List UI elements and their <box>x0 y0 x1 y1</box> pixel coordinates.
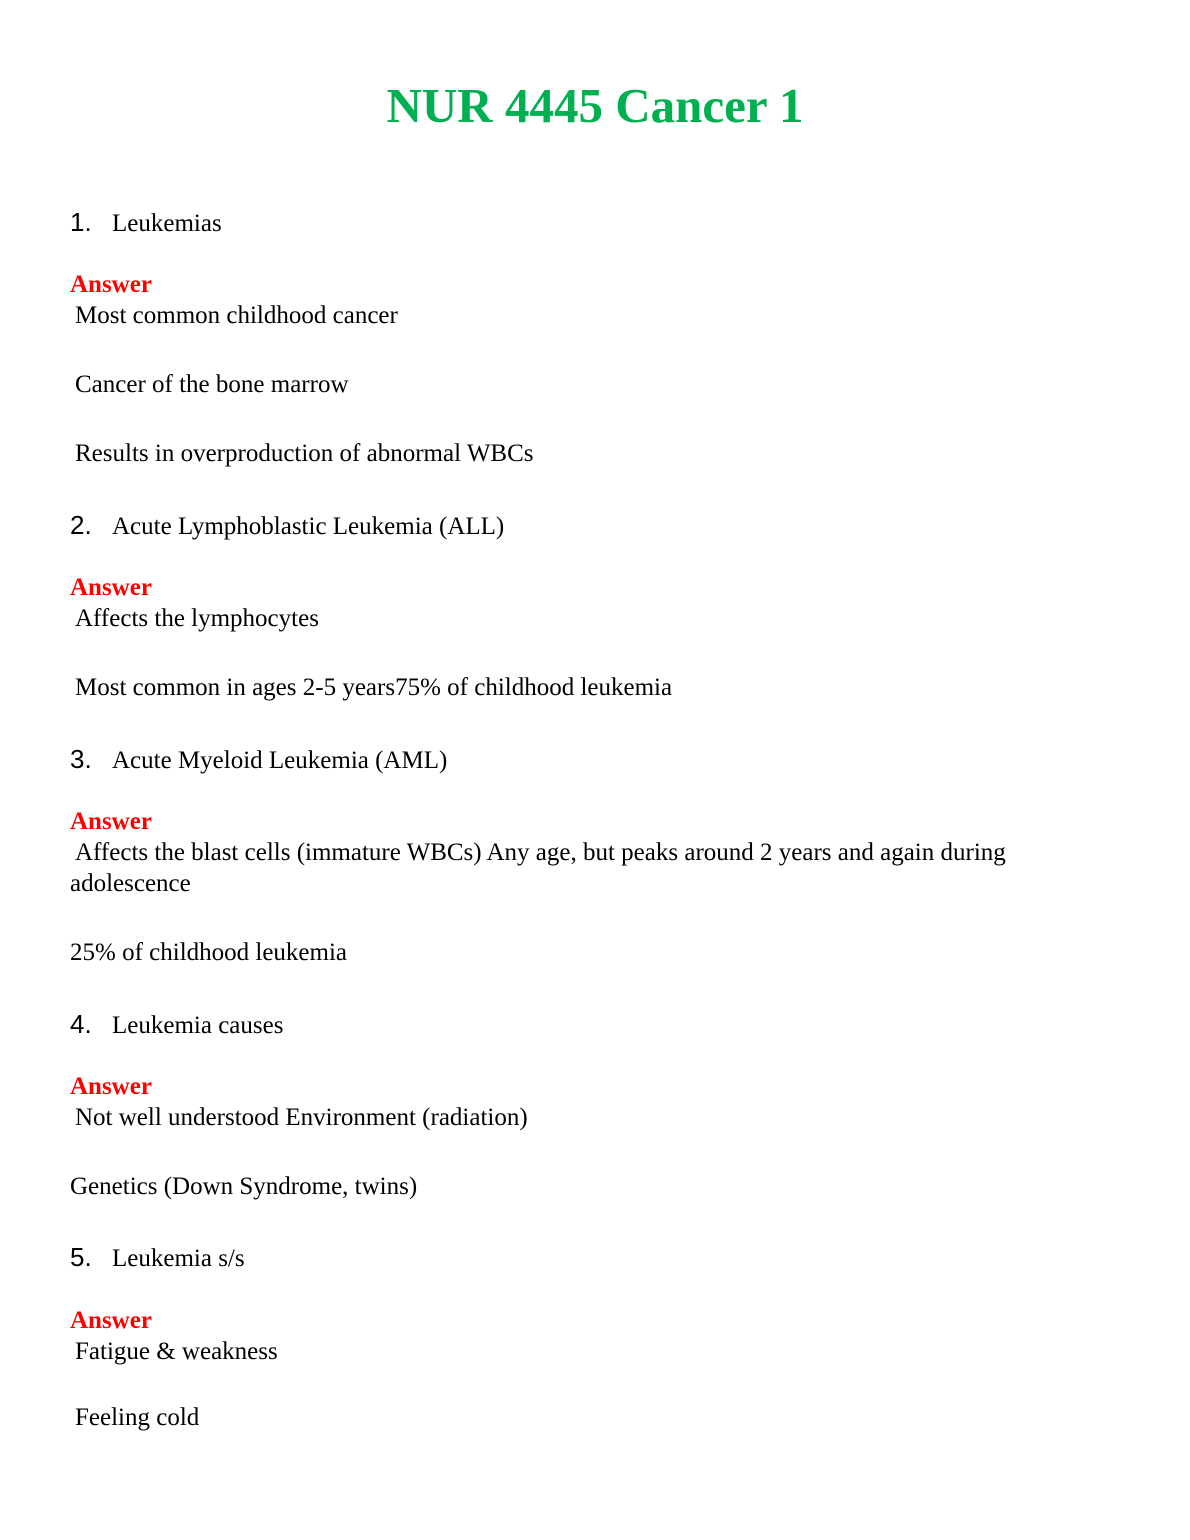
question-number: 3. <box>70 744 92 774</box>
question-2 <box>70 509 504 541</box>
answer-label: Answer <box>70 271 152 298</box>
answer-line: Cancer of the bone marrow <box>75 371 349 398</box>
answer-line: Results in overproduction of abnormal WBCs <box>75 440 534 467</box>
question-5 <box>70 1241 245 1273</box>
page-title: NUR 4445 Cancer 1 <box>386 78 804 133</box>
question-4 <box>70 1008 283 1040</box>
answer-line: 25% of childhood leukemia <box>70 939 348 966</box>
question-3 <box>70 743 447 775</box>
answer-label: Answer <box>70 1307 152 1334</box>
question-number: 4. <box>70 1009 92 1039</box>
answer-line: Affects the lymphocytes <box>75 605 319 632</box>
question-number: 5. <box>70 1242 92 1272</box>
question-text: Leukemia causes <box>112 1012 284 1039</box>
question-number: 2. <box>70 510 92 540</box>
answer-line: Not well understood Environment (radiation) <box>75 1104 528 1131</box>
answer-label: Answer <box>70 808 152 835</box>
answer-line: Feeling cold <box>75 1404 200 1431</box>
question-text: Leukemias <box>112 210 222 237</box>
answer-line: Fatigue & weakness <box>75 1338 278 1365</box>
answer-line: Affects the blast cells (immature WBCs) Any age, but peaks around 2 years and again during adolescence <box>70 839 1006 897</box>
question-text: Acute Myeloid Leukemia (AML) <box>112 747 448 774</box>
answer-line: Most common childhood cancer <box>75 302 398 329</box>
answer-line: Most common in ages 2-5 years75% of childhood leukemia <box>75 674 673 701</box>
question-text: Acute Lymphoblastic Leukemia (ALL) <box>112 513 505 540</box>
answer-label: Answer <box>70 574 152 601</box>
answer-label: Answer <box>70 1073 152 1100</box>
answer-line: Genetics (Down Syndrome, twins) <box>70 1173 418 1200</box>
question-1 <box>70 206 222 238</box>
question-text: Leukemia s/s <box>112 1245 245 1272</box>
question-number: 1. <box>70 207 92 237</box>
